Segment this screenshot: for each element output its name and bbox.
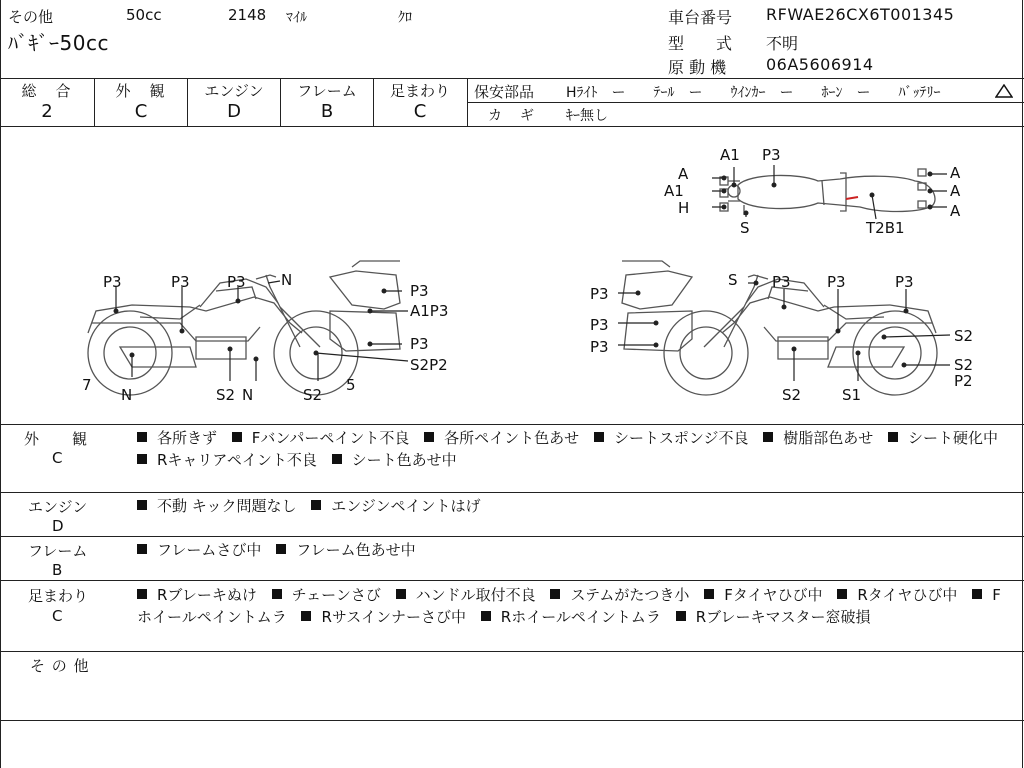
note-item: Fバンパーペイント不良 [251, 429, 410, 447]
divider [468, 102, 1024, 103]
damage-label: S2P2 [410, 356, 448, 374]
notes-grade: B [52, 561, 63, 579]
damage-label: A [950, 182, 961, 200]
notes-items [137, 584, 1007, 628]
grade-label-suspension: 足まわり [389, 82, 450, 100]
note-item: Fホイールペイントムラ [137, 586, 1001, 626]
notes-grade: C [52, 449, 63, 467]
damage-label: S2 [303, 386, 323, 404]
grade-label-overall: 総 合 [21, 82, 73, 100]
note-item: エンジンペイントはげ [331, 497, 481, 515]
note-item: フレーム色あせ中 [296, 541, 416, 559]
model-type: 不明 [766, 34, 799, 53]
note-item: 各所きず [157, 429, 218, 447]
frame-border [1022, 0, 1023, 768]
divider [0, 536, 1024, 537]
note-item: フレームさび中 [157, 541, 262, 559]
damage-label: P3 [410, 335, 429, 353]
note-item: Rサスインナーさび中 [321, 608, 467, 626]
notes-label: フレーム [28, 542, 88, 560]
divider [467, 78, 468, 126]
model-type-label: 型 式 [668, 34, 733, 53]
damage-label: S2 [954, 356, 974, 374]
damage-label: H [678, 199, 690, 217]
notes-label: 足まわり [28, 587, 89, 605]
notes-items [137, 495, 1017, 517]
top-view-outline [720, 169, 935, 215]
note-item: ステムがたつき小 [570, 586, 690, 604]
note-item: チェーンさび [291, 586, 381, 604]
key-label: カ ギ [488, 108, 536, 124]
mileage-unit: ﾏｲﾙ [286, 10, 307, 26]
damage-label: A [950, 164, 961, 182]
damage-label: 7 [82, 376, 92, 394]
damage-label: P3 [590, 338, 609, 356]
note-item: Rタイヤひび中 [857, 586, 958, 604]
damage-label: N [121, 386, 133, 404]
note-item: Fタイヤひび中 [724, 586, 823, 604]
note-item: Rホイールペイントムラ [500, 608, 661, 626]
damage-label: N [242, 386, 254, 404]
notes-grade: C [52, 607, 63, 625]
model-name: ﾊﾞｷﾞｰ50cc [8, 31, 109, 55]
damage-label: S [740, 219, 750, 237]
damage-label: P3 [827, 273, 846, 291]
damage-label: P3 [590, 316, 609, 334]
damage-label: P3 [772, 273, 791, 291]
engine-no: 06A5606914 [766, 55, 874, 74]
grade-value-frame: B [320, 101, 334, 122]
note-item: Rブレーキぬけ [157, 586, 257, 604]
grade-value-engine: D [227, 101, 241, 122]
key-value: ｷｰ無し [566, 108, 608, 124]
damage-label: S1 [842, 386, 862, 404]
grade-label-engine: エンジン [204, 82, 264, 100]
grade-label-exterior: 外 観 [115, 82, 167, 100]
damage-label: P2 [954, 372, 973, 390]
frame-no-label: 車台番号 [668, 8, 733, 27]
motorcycle-diagram [0, 127, 1024, 424]
grade-value-exterior: C [134, 101, 148, 122]
note-item: Rキャリアペイント不良 [157, 451, 317, 469]
engine-no-label: 原 動 機 [668, 58, 727, 77]
safety-row: Hﾗｲﾄ ー ﾃｰﾙ ー ｳｲﾝｶｰ ー ﾎｰﾝ ー ﾊﾞｯﾃﾘｰ [566, 85, 941, 101]
divider [0, 651, 1024, 652]
damage-label: P3 [171, 273, 190, 291]
frame-border [0, 0, 1, 768]
frame-no: RFWAE26CX6T001345 [766, 5, 955, 24]
color: ｸﾛ [398, 10, 412, 26]
damage-label: S2 [782, 386, 802, 404]
divider [0, 720, 1024, 721]
damage-label: A1 [664, 182, 684, 200]
damage-label: A [950, 202, 961, 220]
grade-label-frame: フレーム [297, 82, 357, 100]
damage-label: P3 [590, 285, 609, 303]
notes-items [137, 427, 1017, 471]
note-item: 樹脂部色あせ [783, 429, 874, 447]
grade-value-overall: 2 [41, 101, 53, 122]
notes-label: 外 観 [24, 430, 89, 448]
damage-label: S [728, 271, 738, 289]
grade-value-suspension: C [413, 101, 427, 122]
category: その他 [8, 8, 54, 26]
notes-label: エンジン [28, 498, 88, 516]
damage-label: P3 [762, 146, 781, 164]
divider [0, 492, 1024, 493]
note-item: シートスポンジ不良 [613, 429, 749, 447]
damage-label: 5 [346, 376, 356, 394]
damage-label: S2 [954, 327, 974, 345]
note-item: Rブレーキマスター窓破損 [695, 608, 871, 626]
damage-label: S2 [216, 386, 236, 404]
damage-label: P3 [410, 282, 429, 300]
note-item: 不動 キック問題なし [157, 497, 297, 515]
mileage: 2148 [228, 6, 267, 24]
notes-grade: D [52, 517, 64, 535]
notes-label: そ の 他 [30, 657, 90, 675]
note-item: シート色あせ中 [351, 451, 457, 469]
damage-label: P3 [103, 273, 122, 291]
divider [0, 424, 1024, 425]
note-item: 各所ペイント色あせ [444, 429, 580, 447]
damage-label: P3 [227, 273, 246, 291]
damage-label: A1 [720, 146, 740, 164]
displacement: 50cc [126, 6, 162, 24]
note-item: ハンドル取付不良 [415, 586, 536, 604]
damage-label: P3 [895, 273, 914, 291]
notes-items [137, 539, 1017, 561]
damage-label: N [281, 271, 293, 289]
triangle-icon [995, 84, 1013, 98]
damage-label: A1P3 [410, 302, 449, 320]
note-item: シート硬化中 [908, 429, 999, 447]
safety-label: 保安部品 [474, 83, 535, 101]
damage-label: A [678, 165, 689, 183]
damage-label: T2B1 [866, 219, 905, 237]
divider [0, 580, 1024, 581]
divider [0, 78, 1024, 79]
